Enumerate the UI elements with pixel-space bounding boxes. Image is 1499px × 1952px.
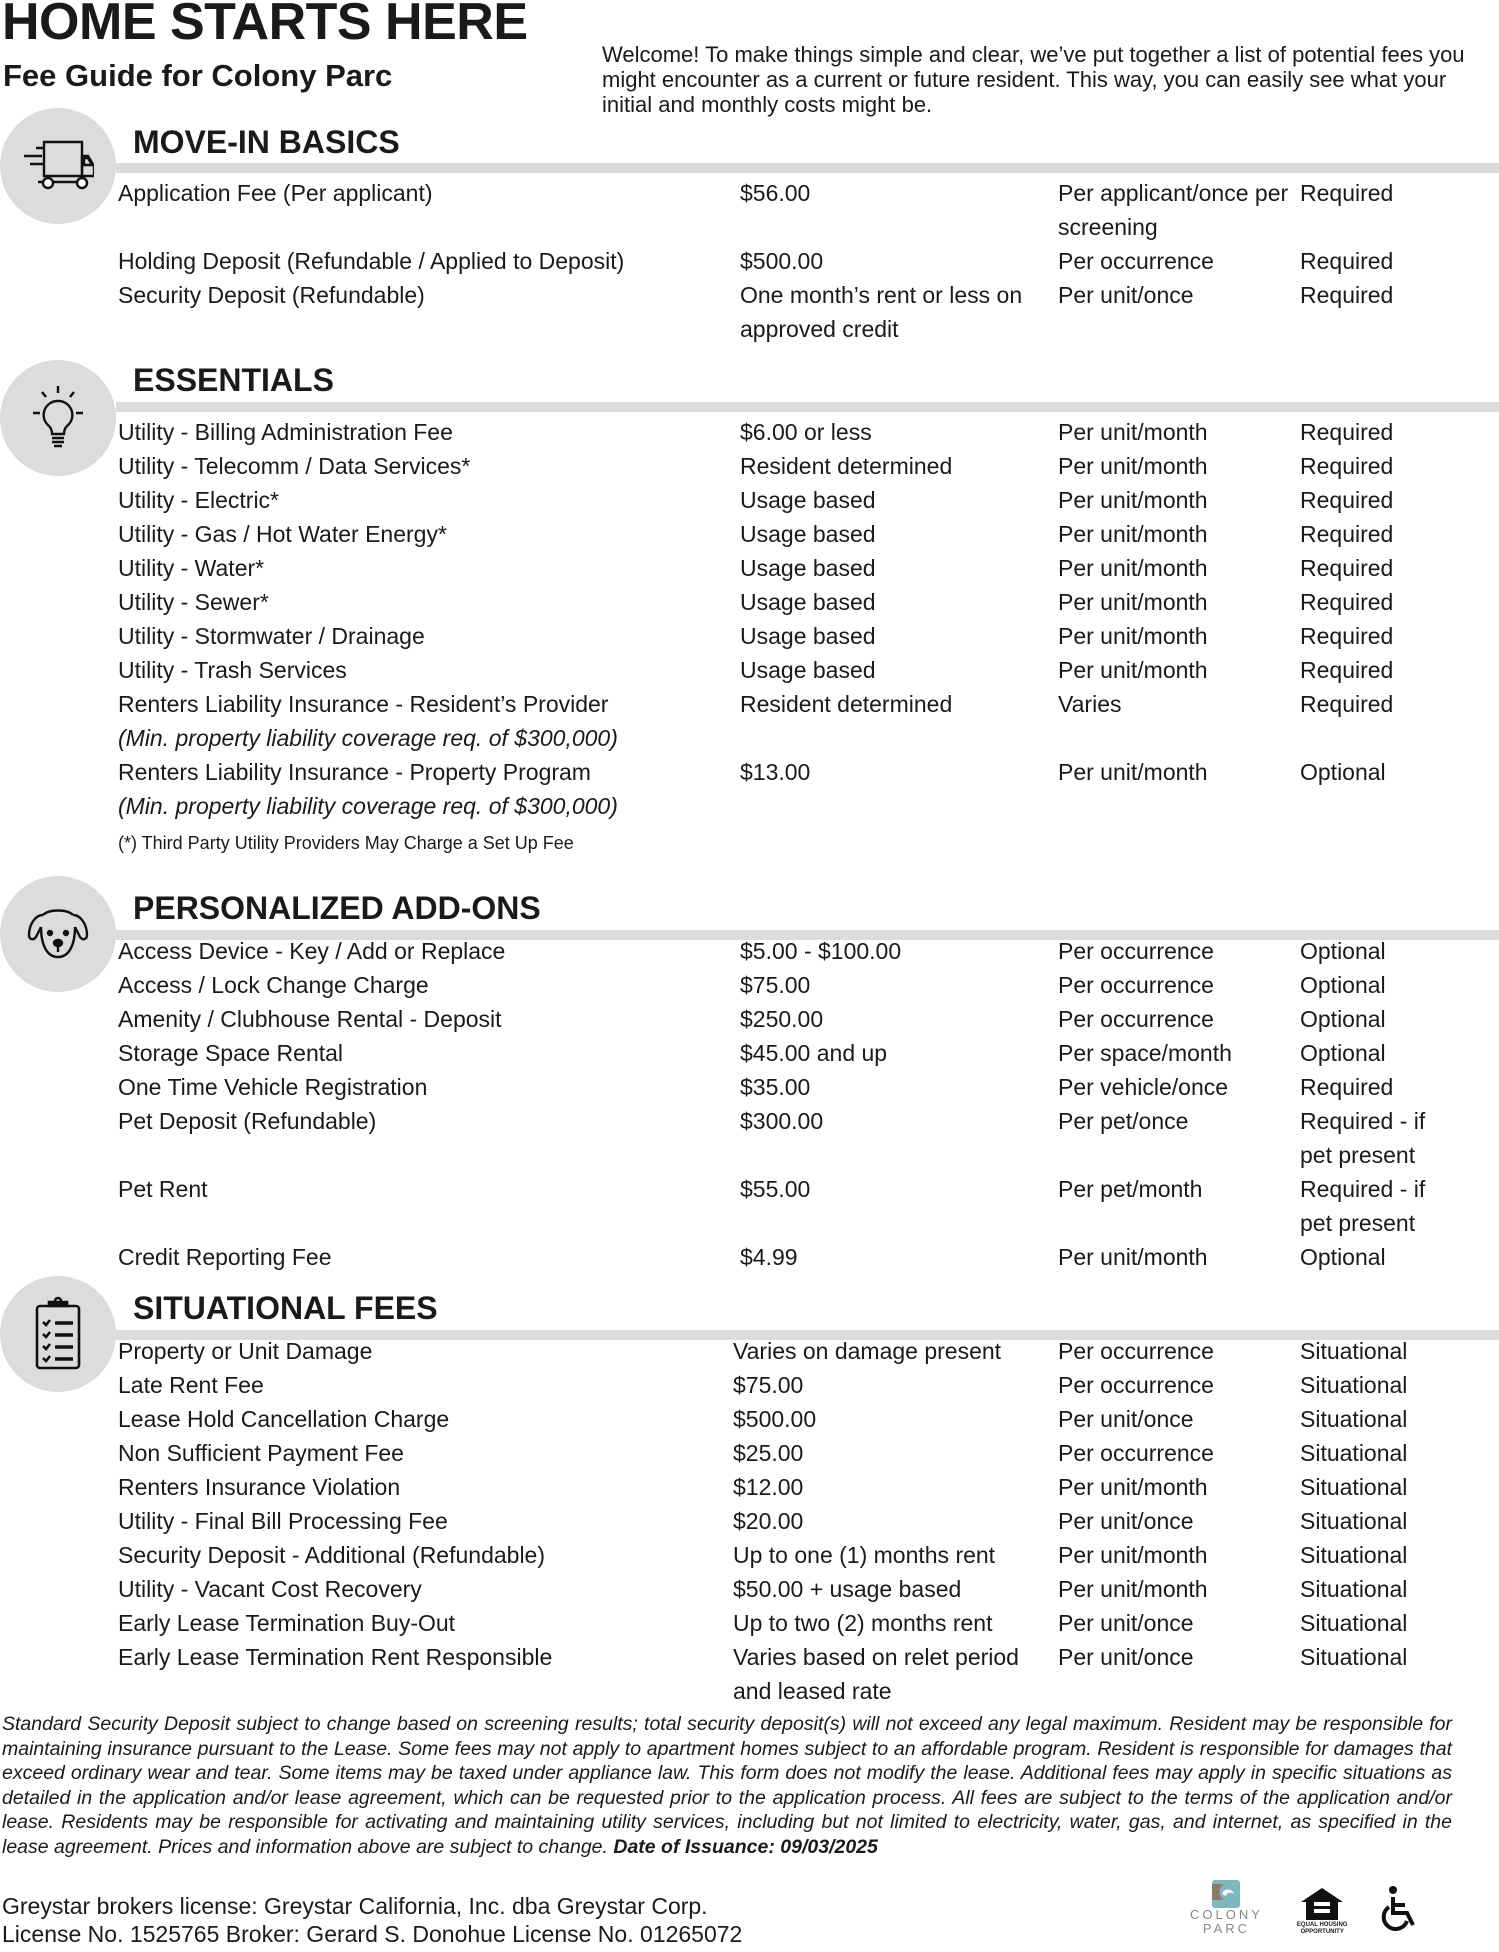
table-row: Early Lease Termination Rent Responsible Varies based on relet period and leased rate Per unit/once Situational <box>118 1644 1408 1704</box>
page-subtitle: Fee Guide for Colony Parc <box>3 58 393 93</box>
table-row: Utility - Electric* Usage based Per unit/month Required <box>118 487 1394 513</box>
table-row: Utility - Billing Administration Fee $6.00 or less Per unit/month Required <box>118 419 1394 445</box>
accessibility-logo <box>1381 1885 1423 1936</box>
table-row: Late Rent Fee $75.00 Per occurrence Situational <box>118 1372 1408 1398</box>
section-icon-circle <box>0 876 116 992</box>
table-row: Renters Liability Insurance - Property Program (Min. property liability coverage req. of $300,000) $13.00 Per unit/month Optional <box>118 759 1386 819</box>
dog-icon <box>25 901 91 967</box>
wave-mark-icon <box>1212 1880 1240 1908</box>
footer-logos <box>1190 1880 1423 1936</box>
fee-table <box>118 415 1498 855</box>
table-row: Credit Reporting Fee $4.99 Per unit/month Optional <box>118 1244 1386 1270</box>
intro-text: Welcome! To make things simple and clear, we’ve put together a list of potential fees you might encounter as a current or future resident. This way, you can easily see what your initial and monthly costs might be. <box>602 42 1465 117</box>
table-row: Holding Deposit (Refundable / Applied to Deposit) $500.00 Per occurrence Required <box>118 248 1394 274</box>
equal-housing-icon <box>1299 1886 1345 1922</box>
moving-truck-icon <box>22 136 94 196</box>
table-row: Security Deposit (Refundable) One month’s rent or less on approved credit Per unit/once Required <box>118 282 1394 342</box>
section-icon-circle <box>0 1276 116 1392</box>
table-row: Utility - Water* Usage based Per unit/month Required <box>118 555 1394 581</box>
section-divider <box>116 402 1499 412</box>
table-row: One Time Vehicle Registration $35.00 Per vehicle/once Required <box>118 1074 1394 1100</box>
section-divider <box>116 163 1499 173</box>
wheelchair-icon <box>1381 1885 1423 1931</box>
table-row: Early Lease Termination Buy-Out Up to two (2) months rent Per unit/once Situational <box>118 1610 1408 1636</box>
section-icon-circle <box>0 108 116 224</box>
table-row: Renters Liability Insurance - Resident’s Provider (Min. property liability coverage req. of $300,000) Resident determined Varies Required <box>118 691 1394 751</box>
table-row: Utility - Gas / Hot Water Energy* Usage based Per unit/month Required <box>118 521 1394 547</box>
insurance-note: (Min. property liability coverage req. of $300,000) <box>118 793 618 819</box>
insurance-note: (Min. property liability coverage req. of $300,000) <box>118 725 618 751</box>
table-row: Property or Unit Damage Varies on damage present Per occurrence Situational <box>118 1338 1408 1364</box>
table-row: Renters Insurance Violation $12.00 Per unit/month Situational <box>118 1474 1408 1500</box>
table-row: Amenity / Clubhouse Rental - Deposit $250.00 Per occurrence Optional <box>118 1006 1386 1032</box>
section-icon-circle <box>0 360 116 476</box>
table-row: Access Device - Key / Add or Replace $5.00 - $100.00 Per occurrence Optional <box>118 938 1386 964</box>
table-row: Utility - Vacant Cost Recovery $50.00 + usage based Per unit/month Situational <box>118 1576 1408 1602</box>
section-title: ESSENTIALS <box>133 362 334 398</box>
colony-parc-logo: COLONY PARC <box>1190 1880 1263 1936</box>
table-row: Access / Lock Change Charge $75.00 Per occurrence Optional <box>118 972 1386 998</box>
table-row: Utility - Trash Services Usage based Per unit/month Required <box>118 657 1394 683</box>
table-row: Utility - Final Bill Processing Fee $20.00 Per unit/once Situational <box>118 1508 1408 1534</box>
section-title: PERSONALIZED ADD-ONS <box>133 890 541 926</box>
lightbulb-icon <box>28 383 88 453</box>
table-row: Utility - Telecomm / Data Services* Resident determined Per unit/month Required <box>118 453 1394 479</box>
fee-table <box>118 176 1498 346</box>
utility-footnote: (*) Third Party Utility Providers May Charge a Set Up Fee <box>118 833 574 853</box>
section-title: MOVE-IN BASICS <box>133 124 400 160</box>
broker-license: Greystar brokers license: Greystar California, Inc. dba Greystar Corp. License No. 1525765 Broker: Gerard S. Donohue License No. 01265072 <box>2 1893 743 1947</box>
table-row: Application Fee (Per applicant) $56.00 Per applicant/once per screening Required <box>118 180 1394 240</box>
legal-disclaimer: Standard Security Deposit subject to change based on screening results; total security deposit(s) will not exceed any legal maximum. Resident may be responsible for maintaining insurance pursuant to the Lease. Some fees may not apply to apartment homes subject to an affordable program. Resident is responsible for damages that exceed ordinary wear and tear. Some items may be taxed under appliance law. This form does not modify the lease. Additional fees may apply in specific situations as detailed in the application and/or lease agreement, which can be requested prior to the application process. All fees are subject to the terms of the application and/or lease. Residents may be responsible for activating and maintaining utility services, including but not limited to electricity, water, gas, and internet, as specified in the lease agreement. Prices and information above are subject to change. Date of Issuance: 09/03/2025 <box>2 1713 1452 1858</box>
table-row: Lease Hold Cancellation Charge $500.00 Per unit/once Situational <box>118 1406 1408 1432</box>
equal-housing-logo: EQUAL HOUSING OPPORTUNITY <box>1297 1886 1348 1936</box>
table-row: Security Deposit - Additional (Refundable) Up to one (1) months rent Per unit/month Situational <box>118 1542 1408 1568</box>
table-row: Pet Rent $55.00 Per pet/month Required - if pet present <box>118 1176 1426 1236</box>
table-row: Pet Deposit (Refundable) $300.00 Per pet/once Required - if pet present <box>118 1108 1426 1168</box>
fee-table <box>118 1334 1498 1708</box>
table-row: Utility - Sewer* Usage based Per unit/month Required <box>118 589 1394 615</box>
issuance-date: Date of Issuance: 09/03/2025 <box>613 1835 878 1858</box>
fee-table <box>118 934 1498 1274</box>
page-title: HOME STARTS HERE <box>2 0 528 51</box>
table-row: Storage Space Rental $45.00 and up Per space/month Optional <box>118 1040 1386 1066</box>
table-row: Non Sufficient Payment Fee $25.00 Per occurrence Situational <box>118 1440 1408 1466</box>
section-title: SITUATIONAL FEES <box>133 1290 438 1326</box>
clipboard-checklist-icon <box>33 1296 83 1372</box>
table-row: Utility - Stormwater / Drainage Usage based Per unit/month Required <box>118 623 1394 649</box>
